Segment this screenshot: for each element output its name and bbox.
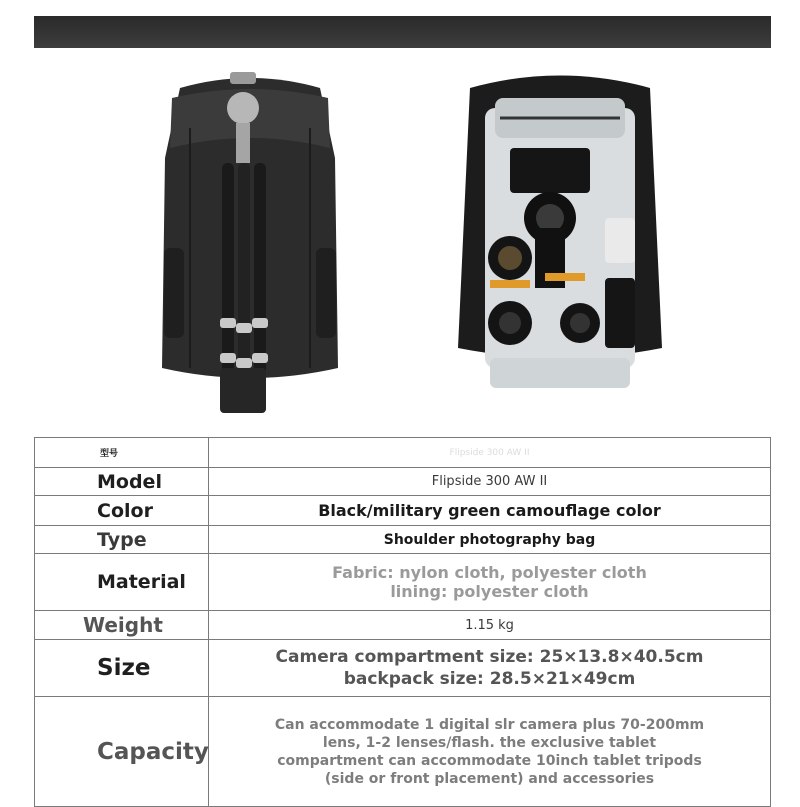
material-line-2: lining: polyester cloth (390, 582, 589, 601)
value-size (209, 640, 771, 697)
size-line-2: backpack size: 28.5×21×49cm (343, 669, 636, 689)
capacity-line-1: Can accommodate 1 digital slr camera plus 70-200mm (274, 716, 705, 733)
label-model: Model (35, 468, 209, 496)
header-value-faded: Flipside 300 AW II (209, 438, 771, 468)
table-row-color (35, 496, 771, 526)
top-banner (34, 16, 771, 48)
value-material (209, 554, 771, 611)
table-row-model (35, 468, 771, 496)
value-weight: 1.15 kg (209, 611, 771, 640)
backpack-with-tripod-image (150, 68, 350, 418)
label-type: Type (35, 526, 209, 554)
table-row-type (35, 526, 771, 554)
header-label-faded: 型号 (35, 438, 209, 468)
capacity-line-4: (side or front placement) and accessories (324, 770, 655, 787)
spec-table (34, 437, 771, 807)
size-line-1: Camera compartment size: 25×13.8×40.5cm (275, 647, 704, 667)
value-type: Shoulder photography bag (209, 526, 771, 554)
table-row-size (35, 640, 771, 697)
table-row-capacity (35, 697, 771, 807)
table-row-material (35, 554, 771, 611)
value-color: Black/military green camouflage color (209, 496, 771, 526)
open-backpack-gear-image (450, 68, 670, 408)
label-size: Size (35, 640, 209, 697)
value-model: Flipside 300 AW II (209, 468, 771, 496)
capacity-line-2: lens, 1-2 lenses/flash. the exclusive tablet (322, 734, 657, 751)
table-row-weight (35, 611, 771, 640)
material-line-1: Fabric: nylon cloth, polyester cloth (332, 563, 647, 582)
value-capacity (209, 697, 771, 807)
label-weight: Weight (35, 611, 209, 640)
label-capacity: Capacity (35, 697, 209, 807)
capacity-line-3: compartment can accommodate 10inch tablet tripods (277, 752, 702, 769)
table-row-header (35, 438, 771, 468)
label-material: Material (35, 554, 209, 611)
label-color: Color (35, 496, 209, 526)
